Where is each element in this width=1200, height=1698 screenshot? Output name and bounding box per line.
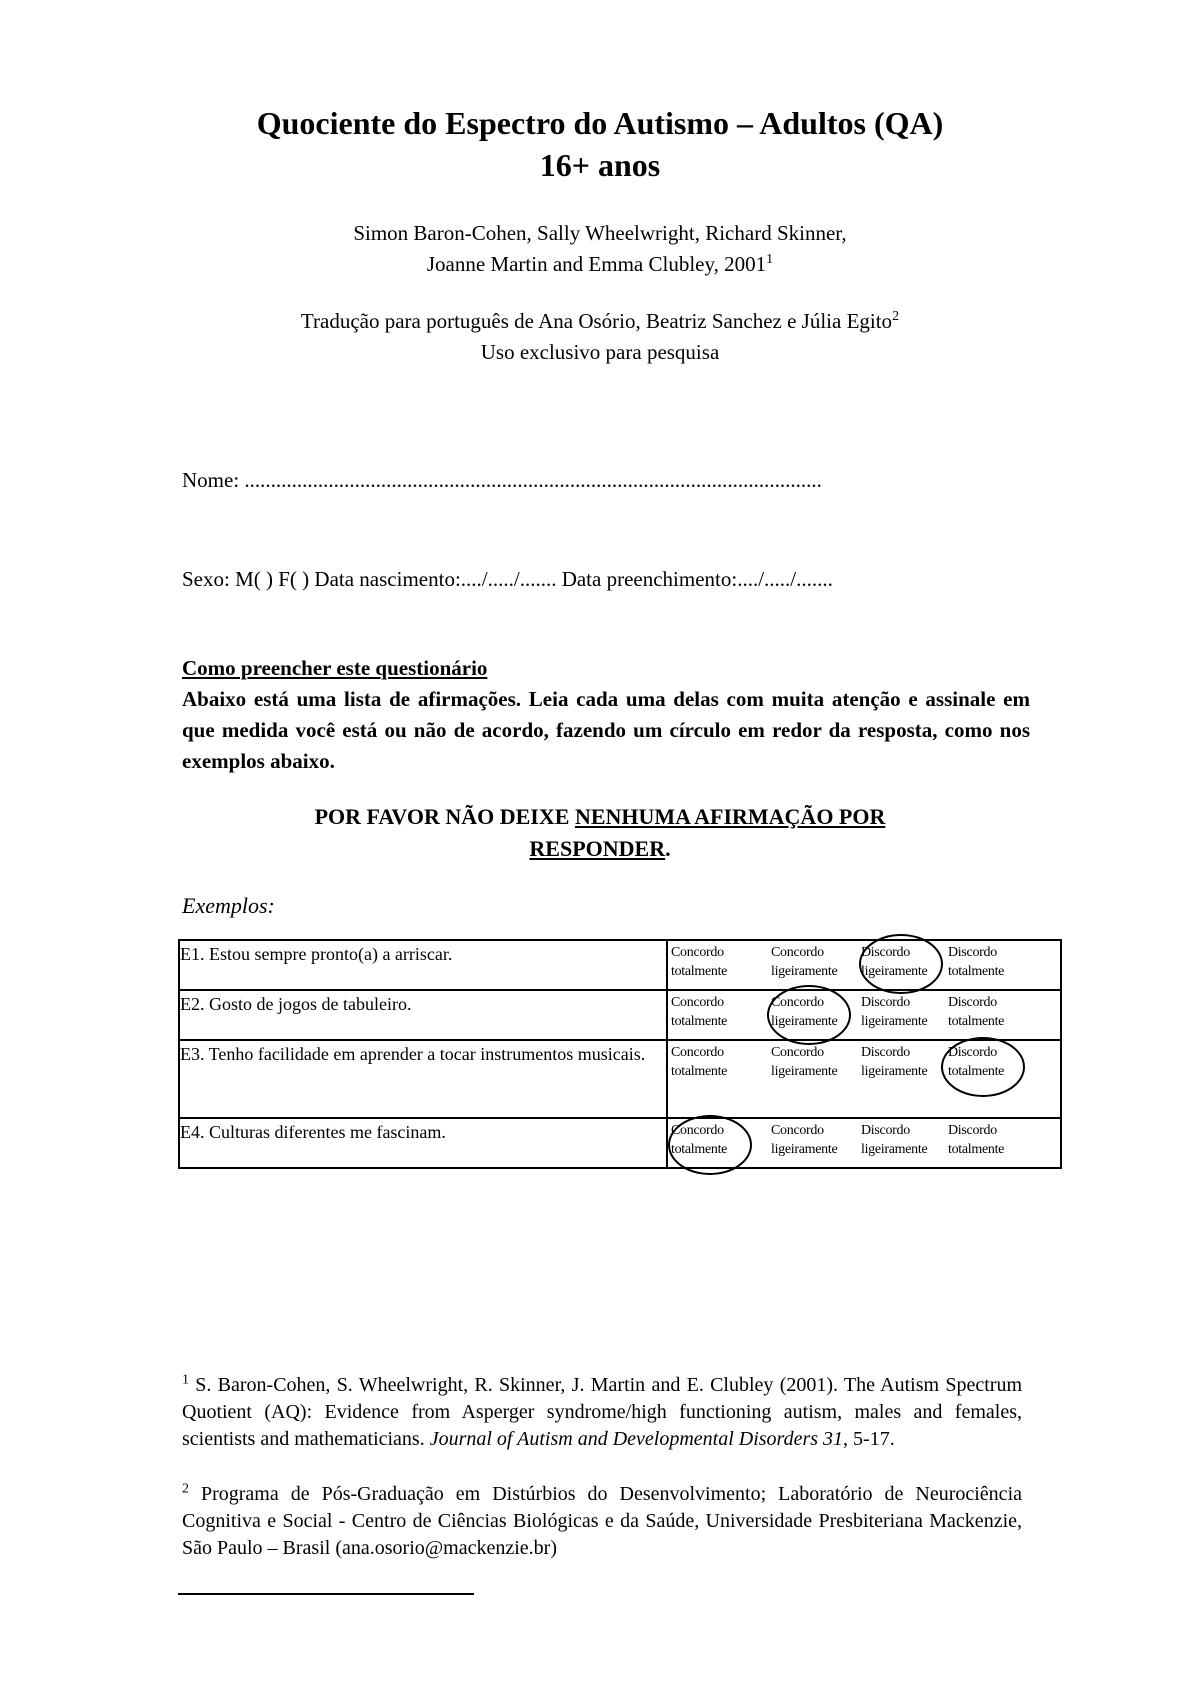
warning-notice [0,801,1200,865]
research-use-note: Uso exclusivo para pesquisa [480,340,720,364]
option-concordo-ligeiramente[interactable]: Concordo ligeiramente [771,1123,838,1157]
answer-options [667,1040,1061,1118]
examples-table [178,939,1062,1169]
authors-line-2 [0,249,1200,280]
authors-line-2-text: Joanne Martin and Emma Clubley, 2001 [426,252,767,276]
option-concordo-ligeiramente[interactable]: Concordo ligeiramente [771,1045,838,1079]
footnote-ref-2: 2 [892,309,900,324]
instructions-section [182,653,1030,777]
option-concordo-ligeiramente[interactable]: Concordo ligeiramente [771,945,838,979]
instructions-body: Abaixo está uma lista de afirmações. Leia cada uma delas com muita atenção e assinale em que medida você está ou não de acordo, fazendo um círculo em redor da resposta, como nos exemplos abaixo. [182,687,1030,773]
footnote-1-tail: , 5-17. [843,1428,895,1450]
option-discordo-ligeiramente[interactable]: Discordo ligeiramente [861,1045,928,1079]
answer-options [667,1118,1061,1168]
sex-and-dates-field[interactable]: Sexo: M( ) F( ) Data nascimento:..../...../....... Data preenchimento:..../...../....... [182,567,833,591]
footnote-1 [182,1372,1022,1453]
warning-part-2: NENHUMA AFIRMAÇÃO POR [574,804,886,829]
answer-options [667,940,1061,990]
answer-options [667,990,1061,1040]
table-row [179,1040,1061,1118]
answer-circle [767,985,851,1045]
answer-circle [859,934,943,994]
option-concordo-totalmente[interactable]: Concordo totalmente [671,1045,728,1079]
warning-part-3: RESPONDER [529,836,666,861]
option-concordo-totalmente[interactable]: Concordo totalmente [671,1123,728,1157]
option-concordo-ligeiramente[interactable]: Concordo ligeiramente [771,995,838,1029]
footnote-1-mark: 1 [182,1372,189,1388]
answer-circle [668,1115,752,1175]
option-discordo-ligeiramente[interactable]: Discordo ligeiramente [861,995,928,1029]
table-row [179,940,1061,990]
document-title: Quociente do Espectro do Autismo – Adultos (QA) [256,105,944,141]
instructions-heading: Como preencher este questionário [182,656,488,680]
option-discordo-totalmente[interactable]: Discordo totalmente [948,945,1005,979]
example-statement: E3. Tenho facilidade em aprender a tocar instrumentos musicais. [179,1040,667,1118]
name-field[interactable]: Nome: .............................................................................................................. [182,468,822,492]
option-discordo-totalmente[interactable]: Discordo totalmente [948,1045,1005,1079]
option-discordo-ligeiramente[interactable]: Discordo ligeiramente [861,1123,928,1157]
option-concordo-totalmente[interactable]: Concordo totalmente [671,995,728,1029]
warning-part-4: . [665,836,671,861]
footnote-1-journal: Journal of Autism and Developmental Disorders 31 [429,1428,844,1450]
authors-block [0,218,1200,280]
example-statement: E2. Gosto de jogos de tabuleiro. [179,990,667,1040]
examples-label: Exemplos: [182,893,275,918]
translation-line-1 [0,306,1200,337]
option-discordo-totalmente[interactable]: Discordo totalmente [948,995,1005,1029]
footnote-1-text: S. Baron-Cohen, S. Wheelwright, R. Skinner, J. Martin and E. Clubley (2001). The Autism Spectrum Quotient (AQ): Evidence from Asperger syndrome/high functioning autism, males and females, scientists and mathematicians. [182,1374,1022,1450]
table-row [179,1118,1061,1168]
answer-circle [941,1037,1025,1097]
example-statement: E1. Estou sempre pronto(a) a arriscar. [179,940,667,990]
translation-block [0,306,1200,368]
translation-credit: Tradução para português de Ana Osório, Beatriz Sanchez e Júlia Egito [300,309,893,333]
warning-part-1: POR FAVOR NÃO DEIXE [314,804,575,829]
example-statement: E4. Culturas diferentes me fascinam. [179,1118,667,1168]
footnote-ref-1: 1 [766,252,774,267]
document-subtitle-age: 16+ anos [539,147,661,183]
footnote-2-mark: 2 [182,1481,189,1497]
footnote-2-text: Programa de Pós-Graduação em Distúrbios do Desenvolvimento; Laboratório de Neurociência Cognitiva e Social - Centro de Ciências Biológicas e da Saúde, Universidade Presbiteriana Mackenzie, São Paulo – Brasil (ana.osorio@mackenzie.br) [182,1483,1022,1559]
option-concordo-totalmente[interactable]: Concordo totalmente [671,945,728,979]
footnote-2 [182,1481,1022,1562]
option-discordo-totalmente[interactable]: Discordo totalmente [948,1123,1005,1157]
option-discordo-ligeiramente[interactable]: Discordo ligeiramente [861,945,928,979]
authors-line-1: Simon Baron-Cohen, Sally Wheelwright, Richard Skinner, [353,221,847,245]
footnote-separator-rule [178,1593,474,1595]
table-row [179,990,1061,1040]
